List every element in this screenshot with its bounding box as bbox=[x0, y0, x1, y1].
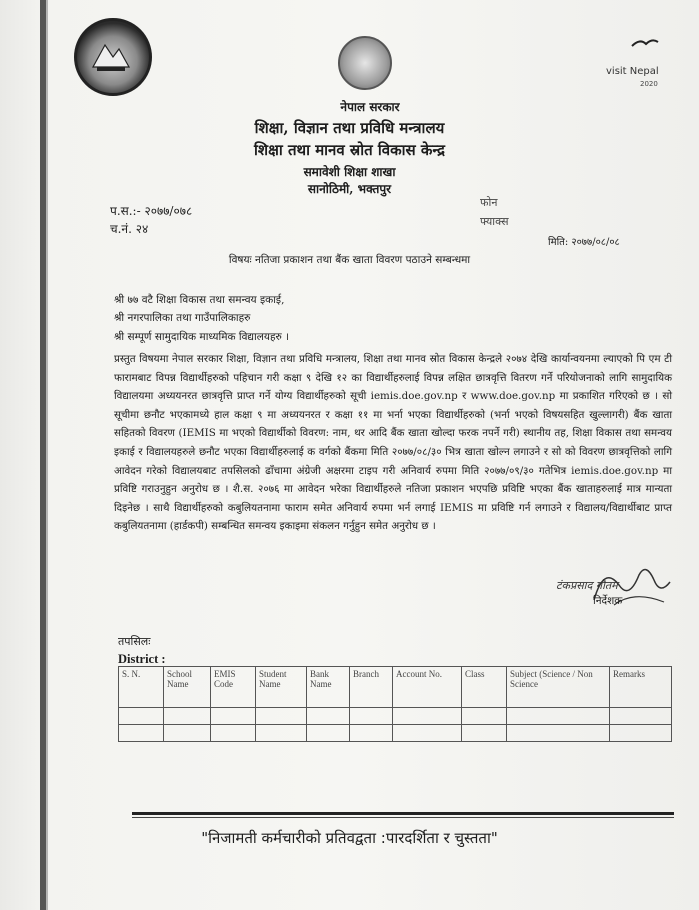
dispatch-number: च.नं. २४ bbox=[110, 222, 149, 236]
visit-nepal-logo bbox=[600, 34, 670, 94]
table-row bbox=[119, 708, 672, 725]
table-header-cell: Bank Name bbox=[307, 667, 350, 708]
table-header-row bbox=[119, 667, 672, 708]
ministry-name: शिक्षा, विज्ञान तथा प्रविधि मन्त्रालय bbox=[254, 119, 445, 137]
phone-label: फोन bbox=[480, 196, 498, 209]
government-name: नेपाल सरकार bbox=[340, 100, 400, 114]
footer-slogan: "निजामती कर्मचारीको प्रतिवद्वता :पारदर्शिता र चुस्तता" bbox=[201, 829, 498, 847]
section-name: समावेशी शिक्षा शाखा bbox=[303, 165, 396, 179]
visit-nepal-text: visit Nepal bbox=[606, 66, 659, 77]
footer-rule-thin bbox=[132, 817, 674, 818]
reference-number: प.स.:- २०७७/०७८ bbox=[110, 204, 193, 218]
office-location: सानोठिमी, भक्तपुर bbox=[307, 182, 392, 196]
table-header-cell: School Name bbox=[164, 667, 211, 708]
signatory-name: टंकप्रसाद गौतम bbox=[556, 579, 618, 592]
footer-rule bbox=[132, 812, 674, 815]
table-header-cell: Account No. bbox=[393, 667, 462, 708]
addressee-line: श्री ७७ वटै शिक्षा विकास तथा समन्वय इकाई, bbox=[114, 294, 285, 306]
annex-label: तपसिलः bbox=[118, 635, 151, 648]
district-label: District : bbox=[118, 652, 166, 666]
addressee-line: श्री सम्पूर्ण सामुदायिक माध्यमिक विद्यालयहरु । bbox=[114, 331, 290, 343]
table-header-cell: Student Name bbox=[256, 667, 307, 708]
table-header-cell: Branch bbox=[350, 667, 393, 708]
bird-icon bbox=[630, 34, 660, 54]
table-header-cell: Remarks bbox=[610, 667, 672, 708]
table-row bbox=[119, 725, 672, 742]
visit-nepal-year: 2020 bbox=[640, 80, 658, 88]
letter-subject: विषयः नतिजा प्रकाशन तथा बैंक खाता विवरण पठाउने सम्बन्धमा bbox=[228, 254, 471, 266]
table-header-cell: S. N. bbox=[119, 667, 164, 708]
account-details-table bbox=[118, 666, 672, 742]
letter-date: मिति: २०७७/०८/०८ bbox=[548, 237, 620, 248]
table-header-cell: EMIS Code bbox=[211, 667, 256, 708]
table-header-cell: Class bbox=[462, 667, 507, 708]
addressee-line: श्री नगरपालिका तथा गाउँपालिकाहरु bbox=[114, 312, 251, 324]
centre-name: शिक्षा तथा मानव स्रोत विकास केन्द्र bbox=[254, 141, 445, 159]
mountain-icon bbox=[91, 37, 131, 73]
nepal-emblem-logo bbox=[74, 18, 152, 96]
letter-body: प्रस्तुत विषयमा नेपाल सरकार शिक्षा, विज्ञान तथा प्रविधि मन्त्रालय, शिक्षा तथा मानव स्रोत विकास केन्द्रले २०७४ देखि कार्यान्वयनमा ल्याएको पि एम टी फारामबाट विपन्न विद्यार्थीहरुको पहिचान गरी कक्षा ९ देखि १२ का विद्यार्थीहरुलाई विपन्न लक्षित छात्रवृत्ति वितरण गर्ने परियोजनाको लागि सामुदायिक विद्यालयमा अध्ययनरत छात्रवृत्ति प्राप्त गर्ने योग्य विद्यार्थीहरुको सूची iemis.doe.gov.np र www.doe.gov.np मा प्रकाशित गरिएको छ । सो सूचीमा छनौट भएकामध्ये हाल कक्षा ९ मा अध्ययनरत र कक्षा ११ मा भर्ना भएका विद्यार्थीहरुको (भर्ना भएको विषयसहित खुल्लागरी) बैंक खाता सहितको विवरण (IEMIS मा भएको विद्यार्थीको विवरण: नाम, थर आदि बैंक खाता खोल्दा फरक नपर्ने गरी) स्थानीय तह, शिक्षा विकास तथा समन्वय इकाई र विद्यालयहरुले छनौट भएका विद्यार्थीहरुलाई क वर्गको बैंकमा मिति २०७७/०८/३० भित्र खाता खोल्न लगाउने र सो को विवरण छात्रवृत्तिको लागि आवेदन गरेको विद्यालयबाट तपसिलको ढाँचामा अंग्रेजी अक्षरमा टाइप गरी अनिवार्य रुपमा मिति २०७७/०९/३० गतेभित्र iemis.doe.gov.np मा प्रविष्टि गराउनुहुन अनुरोध छ । शै.स. २०७६ मा आवेदन भरेका विद्यार्थीहरुले नतिजा प्रकाशन भएपछि प्रविष्टि भएका बैंक खाताहरुलाई मात्र मान्यता दिइनेछ । साथै विद्यार्थीहरुको कबुलियतनामा फाराम समेत अनिवार्य रुपमा भर्न लगाई IEMIS मा प्रविष्टि गर्न लगाउने र विद्यालय/विद्यार्थीबाट प्राप्त कबुलियतनामा (हार्डकपी) सम्बन्धित समन्वय इकाइमा संकलन गर्नुहुन समेत अनुरोध छ । bbox=[114, 353, 672, 533]
signatory-title: निर्देशक bbox=[593, 595, 623, 607]
fax-label: फ्याक्स bbox=[480, 215, 509, 228]
table-header-cell: Subject (Science / Non Science bbox=[507, 667, 610, 708]
